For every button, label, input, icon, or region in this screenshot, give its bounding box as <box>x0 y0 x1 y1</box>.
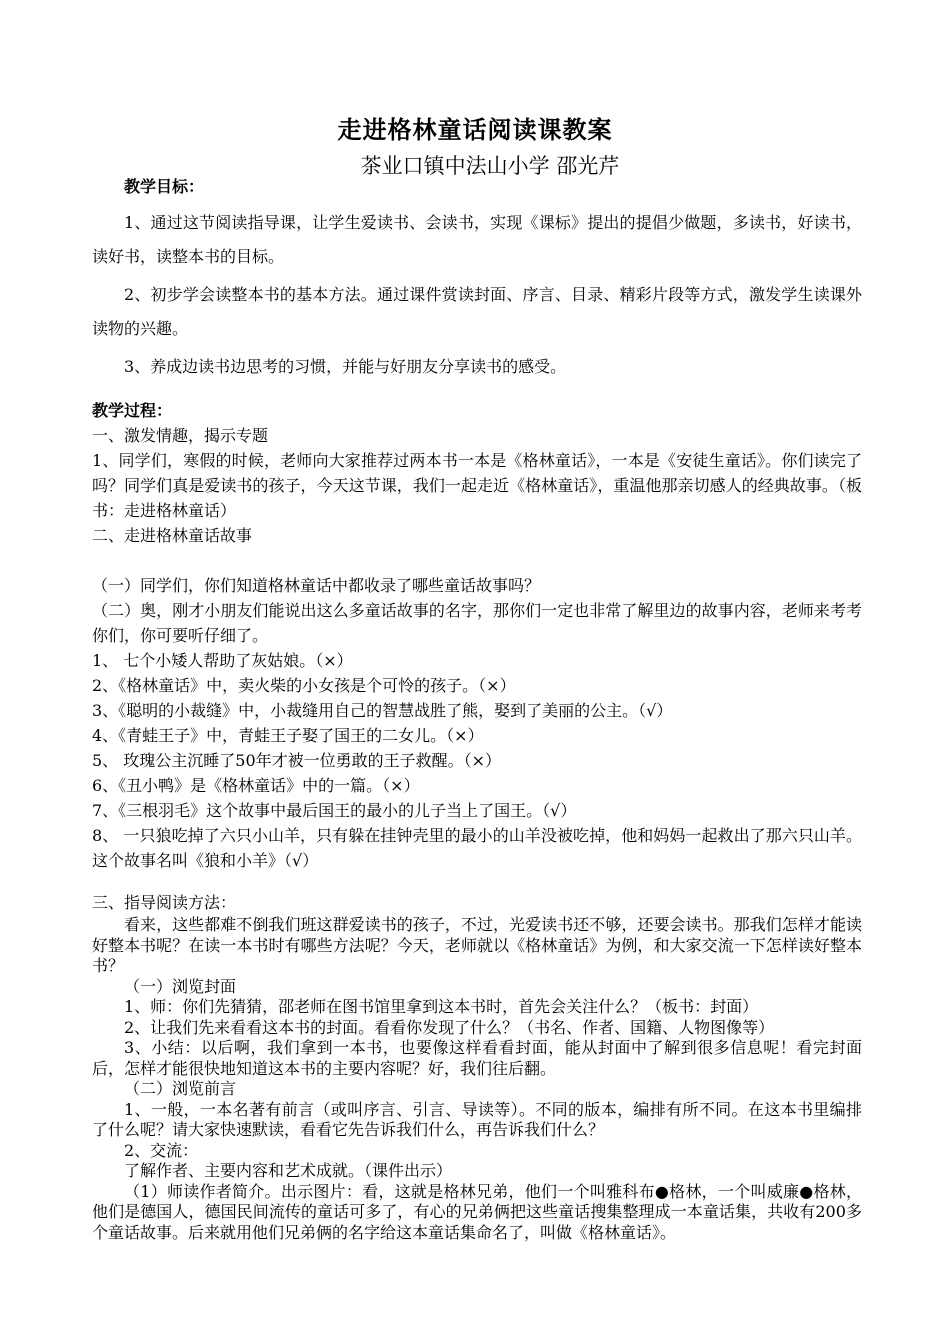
cover-title: （一）浏览封面 <box>124 976 237 996</box>
cover-step-1: 1、师：你们先猜猜，邵老师在图书馆里拿到这本书时，首先会关注什么？（板书：封面） <box>124 997 759 1016</box>
section-1-text: 1、同学们，寒假的时候，老师向大家推荐过两本书一本是《格林童话》，一本是《安徒生童话》。你们读完了吗？同学们真是爱读书的孩子，今天这节课，我们一起走近《格林童话》，重温他那亲切感人的经典故事。（板书：走进格林童话） <box>92 451 862 520</box>
question-1: （一）同学们，你们知道格林童话中都收录了哪些童话故事吗？ <box>92 576 541 595</box>
section-3-intro: 看来，这些都难不倒我们班这群爱读书的孩子，不过，光爱读书还不够，还要会读书。那我们怎样才能读好整本书呢？在读一本书时有哪些方法呢？今天，老师就以《格林童话》为例，和大家交流一下怎样读好整本书？ <box>92 915 862 975</box>
section-3-title: 三、指导阅读方法： <box>92 893 237 912</box>
quiz-item: 5、 玫瑰公主沉睡了50年才被一位勇敢的王子救醒。（×） <box>92 751 502 770</box>
goals-heading: 教学目标： <box>124 177 205 196</box>
section-3 <box>92 890 862 1243</box>
quiz-item: 8、 一只狼吃掉了六只小山羊，只有躲在挂钟壳里的最小的山羊没被吃掉，他和妈妈一起救出了那六只山羊。这个故事名叫《狼和小羊》（√） <box>92 826 862 870</box>
goals-section <box>92 176 862 198</box>
preface-step-4: （1）师读作者简介。出示图片：看，这就是格林兄弟，他们一个叫雅科布●格林，一个叫威廉●格林，他们是德国人，德国民间流传的童话可多了，有心的兄弟俩把这些童话搜集整理成一本童话集，共收有200多个童话故事。后来就用他们兄弟俩的名字给这本童话集命名了，叫做《格林童话》。 <box>92 1181 862 1242</box>
cover-step-3: 3、小结：以后啊，我们拿到一本书，也要像这样看看封面，能从封面中了解到很多信息呢！看完封面后，怎样才能很快地知道这本书的主要内容呢？好，我们往后翻。 <box>92 1038 862 1078</box>
goals-list <box>92 206 862 384</box>
preface-step-1: 1、一般，一本名著有前言（或叫序言、引言、导读等）。不同的版本，编排有所不同。在这本书里编排了什么呢？请大家快速默读，看看它先告诉我们什么，再告诉我们什么？ <box>92 1099 862 1139</box>
preface-step-2: 2、交流： <box>124 1140 199 1160</box>
section-2-title: 二、走进格林童话故事 <box>92 526 253 545</box>
cover-step-2: 2、让我们先来看看这本书的封面。看看你发现了什么？（书名、作者、国籍、人物图像等） <box>124 1017 775 1037</box>
quiz-item: 4、《青蛙王子》中，青蛙王子娶了国王的二女儿。（×） <box>92 726 484 745</box>
goal-item: 2、初步学会读整本书的基本方法。通过课件赏读封面、序言、目录、精彩片段等方式，激发学生读课外读物的兴趣。 <box>92 285 862 338</box>
goal-item: 1、通过这节阅读指导课，让学生爱读书、会读书，实现《课标》提出的提倡少做题，多读书，好读书，读好书，读整本书的目标。 <box>92 213 862 266</box>
process-section <box>92 398 862 873</box>
question-2: （二）奥，刚才小朋友们能说出这么多童话故事的名字，那你们一定也非常了解里边的故事内容，老师来考考你们，你可要听仔细了。 <box>92 601 862 645</box>
quiz-item: 6、《丑小鸭》是《格林童话》中的一篇。（×） <box>92 776 420 795</box>
quiz-item: 7、《三根羽毛》这个故事中最后国王的最小的儿子当上了国王。（√） <box>92 801 577 820</box>
preface-title: （二）浏览前言 <box>124 1079 237 1098</box>
preface-step-3: 了解作者、主要内容和艺术成就。（课件出示） <box>124 1161 453 1180</box>
quiz-item: 2、《格林童话》中，卖火柴的小女孩是个可怜的孩子。（×） <box>92 676 516 695</box>
section-1-title: 一、激发情趣，揭示专题 <box>92 426 269 445</box>
quiz-item: 3、《聪明的小裁缝》中，小裁缝用自己的智慧战胜了熊，娶到了美丽的公主。（√） <box>92 701 673 720</box>
goal-item: 3、养成边读书边思考的习惯，并能与好朋友分享读书的感受。 <box>124 357 567 376</box>
document-title: 走进格林童话阅读课教案 <box>337 116 613 144</box>
process-heading: 教学过程： <box>92 401 173 420</box>
quiz-list <box>92 648 862 873</box>
quiz-item: 1、 七个小矮人帮助了灰姑娘。（×） <box>92 651 353 670</box>
document-author: 茶业口镇中法山小学 邵光芹 <box>360 154 620 178</box>
